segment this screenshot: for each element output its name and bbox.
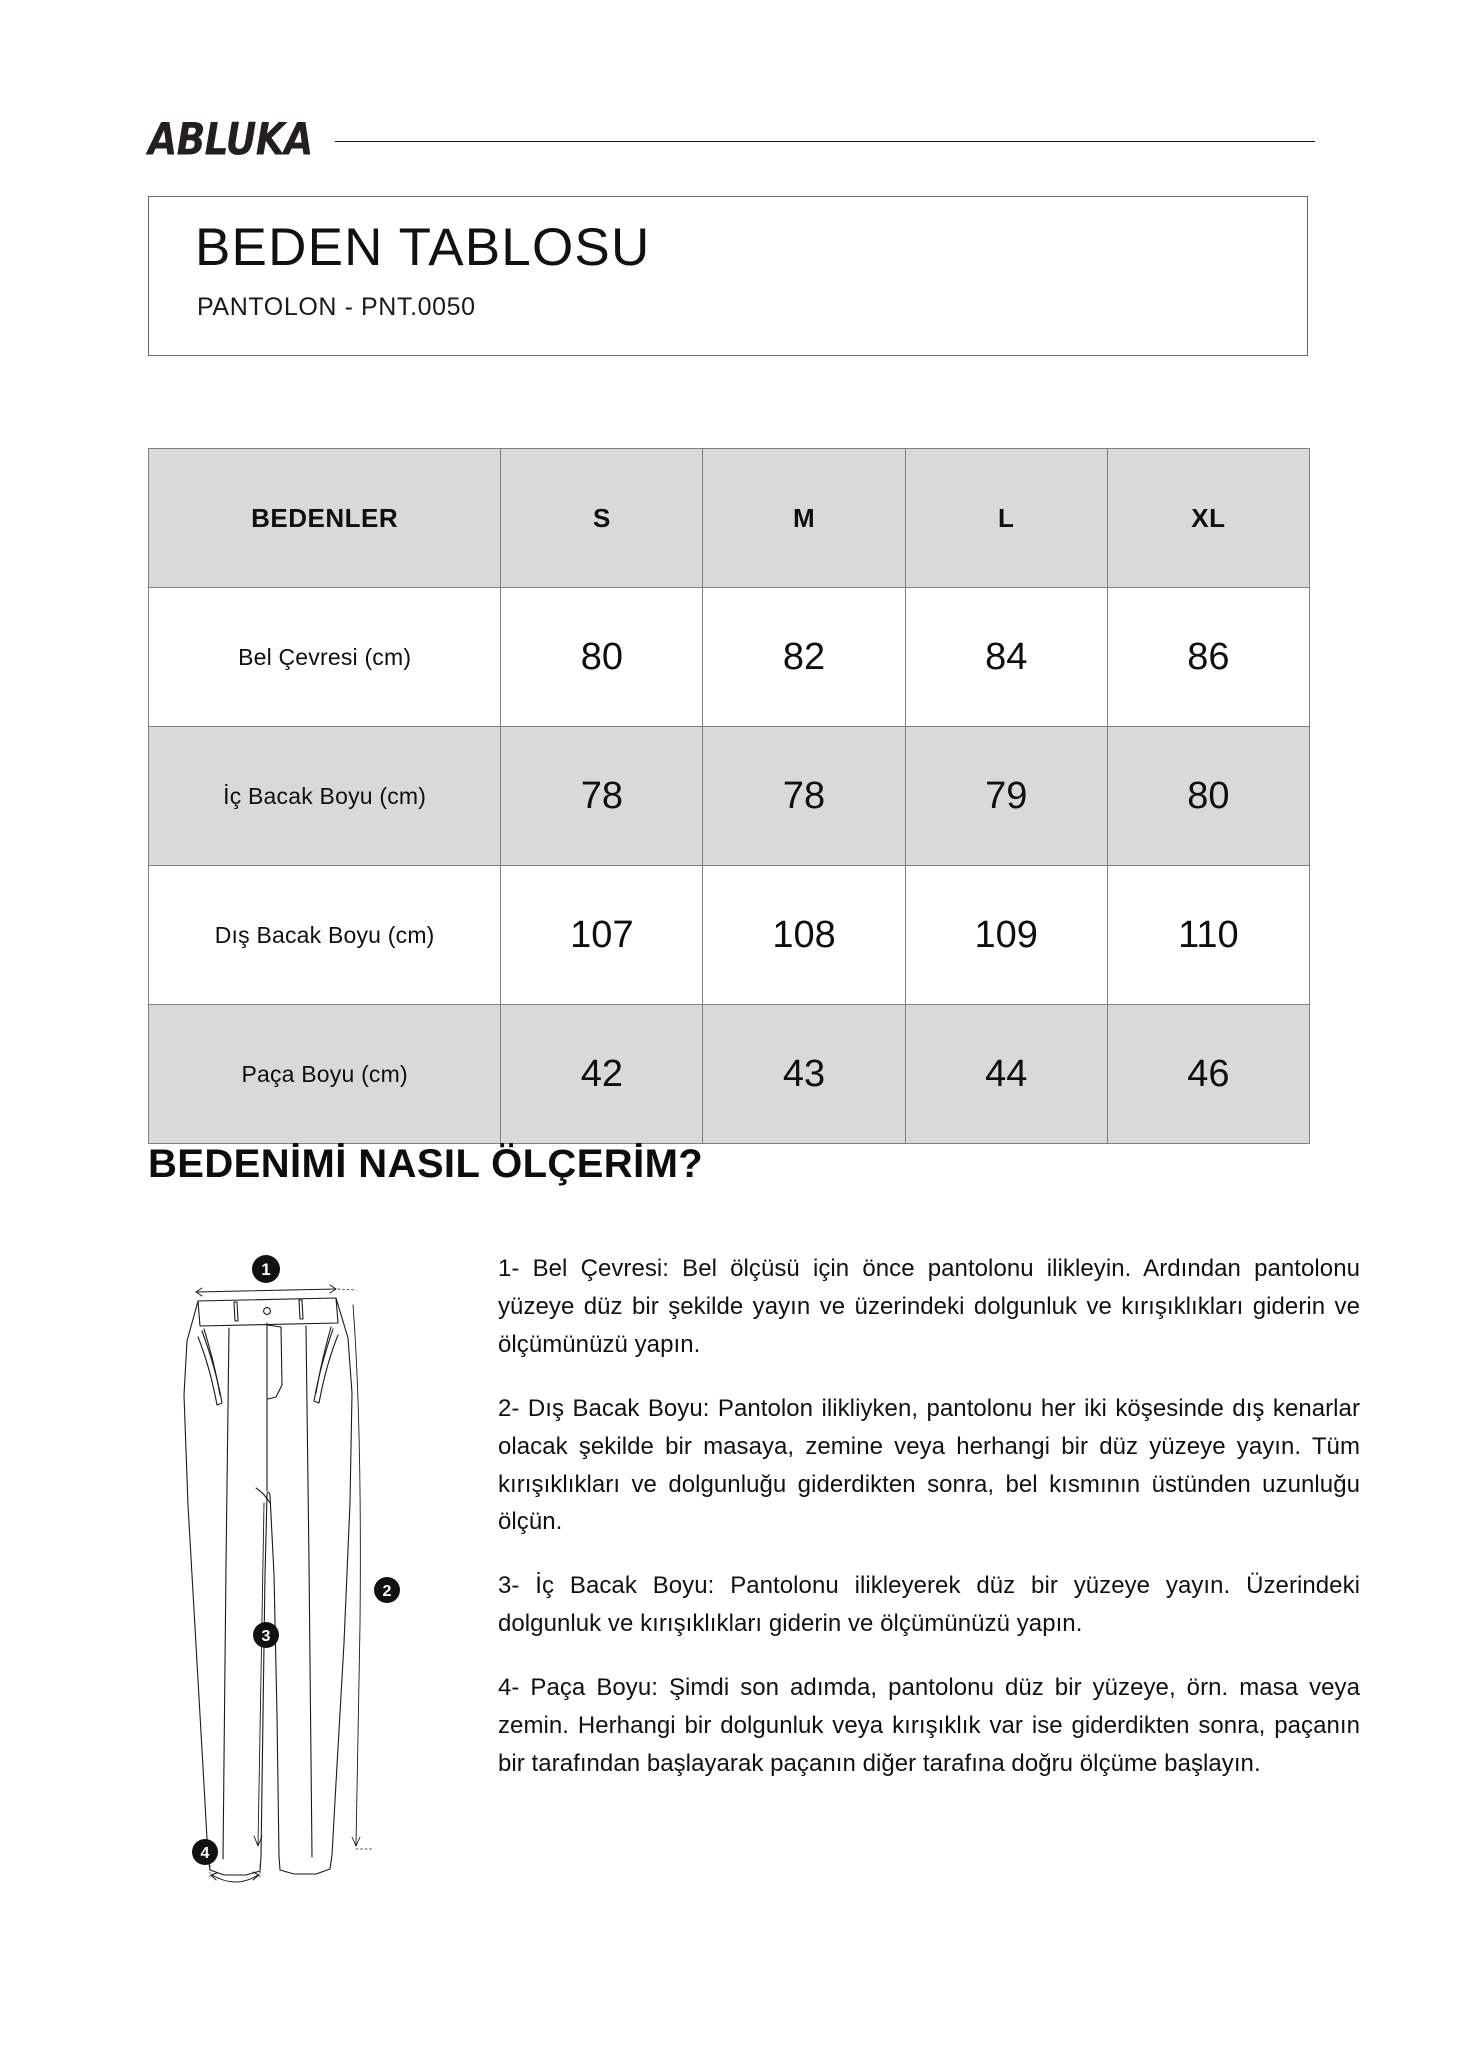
svg-text:1: 1 bbox=[261, 1260, 271, 1279]
measurement-label: Paça Boyu (cm) bbox=[149, 1005, 501, 1144]
svg-text:3: 3 bbox=[261, 1628, 271, 1645]
measurement-value: 78 bbox=[501, 727, 703, 866]
measurement-value: 107 bbox=[501, 866, 703, 1005]
instruction-step: 2- Dış Bacak Boyu: Pantolon ilikliyken, pantolonu her iki köşesinde dış kenarlar olacak şekilde bir masaya, zemine veya herhangi bir düz yüzeye yayın. Tüm kırışıklıkları ve dolgunluğu giderdikten sonra, bel kısmının üstünden uzunluğu ölçün. bbox=[498, 1394, 1360, 1536]
abluka-logo: ABLUKA bbox=[148, 114, 313, 166]
marker-1 bbox=[252, 1255, 280, 1283]
measurement-label: Dış Bacak Boyu (cm) bbox=[149, 866, 501, 1005]
header-cell-label: BEDENLER bbox=[149, 449, 501, 588]
marker-2 bbox=[374, 1577, 400, 1603]
product-code: PANTOLON - PNT.0050 bbox=[197, 293, 476, 321]
brand-header bbox=[148, 114, 1315, 166]
table-row bbox=[149, 1005, 1310, 1144]
measurement-value: 86 bbox=[1107, 588, 1309, 727]
marker-4 bbox=[192, 1839, 218, 1865]
table-row bbox=[149, 588, 1310, 727]
measurement-value: 80 bbox=[501, 588, 703, 727]
measurement-value: 82 bbox=[703, 588, 905, 727]
header-cell-size: XL bbox=[1107, 449, 1309, 588]
measurement-value: 80 bbox=[1107, 727, 1309, 866]
marker-3 bbox=[253, 1622, 279, 1648]
measure-instructions bbox=[498, 1250, 1360, 1783]
measurement-value: 108 bbox=[703, 866, 905, 1005]
measurement-value: 79 bbox=[905, 727, 1107, 866]
instruction-step: 3- İç Bacak Boyu: Pantolonu ilikleyerek düz bir yüzeye yayın. Üzerindeki dolgunluk ve kırışıklıkları giderin ve ölçümünüzü yapın. bbox=[498, 1572, 1360, 1638]
measurement-value: 78 bbox=[703, 727, 905, 866]
measurement-value: 42 bbox=[501, 1005, 703, 1144]
instruction-step: 4- Paça Boyu: Şimdi son adımda, pantolonu düz bir yüzeye, örn. masa veya zemin. Herhangi bir dolgunluk veya kırışıklık var ise giderdikten sonra, paçanın bir tarafından başlayarak paçanın diğer tarafına doğru ölçüme başlayın. bbox=[498, 1674, 1360, 1777]
size-table bbox=[148, 448, 1310, 1144]
header-cell-size: S bbox=[501, 449, 703, 588]
trousers-diagram bbox=[160, 1245, 470, 1905]
header-cell-size: L bbox=[905, 449, 1107, 588]
page-title: BEDEN TABLOSU bbox=[195, 218, 651, 277]
table-row bbox=[149, 866, 1310, 1005]
measurement-value: 44 bbox=[905, 1005, 1107, 1144]
header-rule bbox=[335, 141, 1315, 142]
title-card bbox=[148, 196, 1308, 356]
instruction-step: 1- Bel Çevresi: Bel ölçüsü için önce pantolonu ilikleyin. Ardından pantolonu yüzeye düz bir şekilde yayın ve üzerindeki dolgunluk ve kırışıklıkları giderin ve ölçümünüzü yapın. bbox=[498, 1255, 1360, 1358]
table-row bbox=[149, 727, 1310, 866]
howto-heading: BEDENİMİ NASIL ÖLÇERİM? bbox=[148, 1142, 704, 1186]
table-header-row bbox=[149, 449, 1310, 588]
measurement-label: İç Bacak Boyu (cm) bbox=[149, 727, 501, 866]
svg-text:4: 4 bbox=[200, 1845, 210, 1862]
trousers-illustration bbox=[160, 1245, 470, 1905]
header-cell-size: M bbox=[703, 449, 905, 588]
measurement-label: Bel Çevresi (cm) bbox=[149, 588, 501, 727]
measurement-value: 84 bbox=[905, 588, 1107, 727]
measurement-value: 43 bbox=[703, 1005, 905, 1144]
measurement-value: 110 bbox=[1107, 866, 1309, 1005]
svg-text:2: 2 bbox=[382, 1583, 392, 1600]
measurement-value: 109 bbox=[905, 866, 1107, 1005]
measurement-value: 46 bbox=[1107, 1005, 1309, 1144]
